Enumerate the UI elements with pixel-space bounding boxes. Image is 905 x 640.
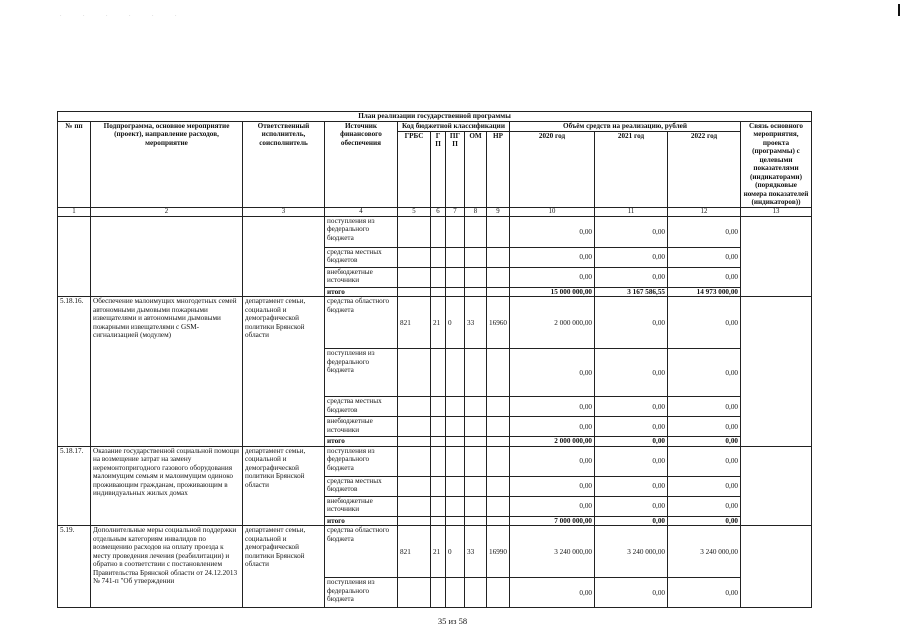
item-name: Оказание государственной социальной помощи на возмещение затрат на замену неремонтопригодного газового оборудования малоимущим семьям и малоимущим одиноко проживающим гражданам, проживающим в индивидуальных жилых домах [91, 446, 243, 525]
col-number: 9 [487, 207, 510, 216]
source-cell: поступления из федерального бюджета [325, 216, 398, 247]
source-cell: средства областного бюджета [325, 526, 398, 578]
header-pgp: ПГП [446, 131, 465, 207]
header-np: НР [487, 131, 510, 207]
header-gp: ГП [431, 131, 446, 207]
amount-2022: 0,00 [668, 297, 741, 349]
col-number: 2 [91, 207, 243, 216]
source-cell: внебюджетные источники [325, 496, 398, 516]
amount-2022: 0,00 [668, 216, 741, 247]
source-cell: средства местных бюджетов [325, 476, 398, 496]
scan-edge-mark [898, 4, 900, 16]
source-cell: средства местных бюджетов [325, 247, 398, 267]
amount-2022: 0,00 [668, 578, 741, 608]
header-code-group: Код бюджетной классификации [398, 122, 510, 132]
amount-2020: 0,00 [510, 247, 595, 267]
header-grbs: ГРБС [398, 131, 431, 207]
amount-2020: 0,00 [510, 476, 595, 496]
table-title: План реализации государственной программы [58, 112, 812, 122]
amount-2022: 3 240 000,00 [668, 526, 741, 578]
amount-2022: 0,00 [668, 247, 741, 267]
amount-2021: 0,00 [595, 397, 668, 417]
np-cell: 16990 [487, 526, 510, 578]
scan-specks: . . . . . . [60, 12, 187, 18]
amount-2020: 2 000 000,00 [510, 297, 595, 349]
source-total: итого [325, 287, 398, 296]
total-2021: 3 167 586,55 [595, 287, 668, 296]
item-responsible: департамент семьи, социальной и демографической политики Брянской области [243, 526, 325, 608]
col-number: 7 [446, 207, 465, 216]
total-2020: 7 000 000,00 [510, 516, 595, 525]
source-cell: поступления из федерального бюджета [325, 349, 398, 397]
pgp-cell: 0 [446, 526, 465, 578]
header-link: Связь основного мероприятия, проекта (программы) с целевыми показателями (индикаторами) (порядковые номера показателей (индикаторов)) [741, 122, 812, 208]
link-cell [741, 526, 812, 608]
col-number: 4 [325, 207, 398, 216]
link-cell [741, 216, 812, 296]
col-number: 5 [398, 207, 431, 216]
table-row [58, 526, 812, 578]
page-number: 35 из 58 [437, 616, 468, 626]
item-responsible: департамент семьи, социальной и демографической политики Брянской области [243, 446, 325, 525]
column-number-row [58, 207, 812, 216]
gp-cell: 21 [431, 526, 446, 578]
col-number: 12 [668, 207, 741, 216]
item-number: 5.18.16. [58, 297, 91, 446]
col-number: 1 [58, 207, 91, 216]
total-2022: 0,00 [668, 437, 741, 446]
amount-2022: 0,00 [668, 397, 741, 417]
amount-2021: 0,00 [595, 417, 668, 437]
source-cell: внебюджетные источники [325, 417, 398, 437]
item-name: Дополнительные меры социальной поддержки отдельным категориям инвалидов по возмещению расходов на оплату проезда к месту проведения лечения (реабилитации) и обратно в соответствии с постановлением Правительства Брянской области от 24.12.2013 № 741-п "Об утверждении [91, 526, 243, 608]
source-cell: средства областного бюджета [325, 297, 398, 349]
source-total: итого [325, 437, 398, 446]
amount-2020: 0,00 [510, 216, 595, 247]
item-number: 5.18.17. [58, 446, 91, 525]
amount-2021: 3 240 000,00 [595, 526, 668, 578]
total-2020: 2 000 000,00 [510, 437, 595, 446]
link-cell [741, 446, 812, 525]
responsible-cell [243, 216, 325, 296]
amount-2021: 0,00 [595, 446, 668, 476]
amount-2022: 0,00 [668, 446, 741, 476]
amount-2020: 0,00 [510, 267, 595, 287]
total-2022: 14 973 000,00 [668, 287, 741, 296]
item-number: 5.19. [58, 526, 91, 608]
amount-2022: 0,00 [668, 417, 741, 437]
col-number: 13 [741, 207, 812, 216]
amount-2020: 0,00 [510, 417, 595, 437]
amount-2021: 0,00 [595, 578, 668, 608]
source-cell: внебюджетные источники [325, 267, 398, 287]
amount-2021: 0,00 [595, 476, 668, 496]
amount-2022: 0,00 [668, 476, 741, 496]
source-total: итого [325, 516, 398, 525]
total-2020: 15 000 000,00 [510, 287, 595, 296]
amount-2021: 0,00 [595, 267, 668, 287]
om-cell: 33 [465, 526, 487, 578]
name-cell [91, 216, 243, 296]
header-2021: 2021 год [595, 131, 668, 207]
grbs-cell: 821 [398, 297, 431, 349]
amount-2022: 0,00 [668, 349, 741, 397]
header-source: Источник финансового обеспечения [325, 122, 398, 208]
table-row [58, 297, 812, 349]
amount-2022: 0,00 [668, 267, 741, 287]
header-om: ОМ [465, 131, 487, 207]
item-name: Обеспечение малоимущих многодетных семей автономными дымовыми пожарными извещателями и автономными дымовыми пожарными извещателями с GSM-сигнализацией (модулем) [91, 297, 243, 446]
table-row [58, 216, 812, 247]
header-2022: 2022 год [668, 131, 741, 207]
header-2020: 2020 год [510, 131, 595, 207]
col-number: 10 [510, 207, 595, 216]
np-cell: 16960 [487, 297, 510, 349]
num-cell [58, 216, 91, 296]
col-number: 3 [243, 207, 325, 216]
source-cell: поступления из федерального бюджета [325, 578, 398, 608]
amount-2021: 0,00 [595, 247, 668, 267]
header-num: № пп [58, 122, 91, 208]
pgp-cell: 0 [446, 297, 465, 349]
amount-2020: 0,00 [510, 578, 595, 608]
total-2021: 0,00 [595, 437, 668, 446]
col-number: 11 [595, 207, 668, 216]
amount-2021: 0,00 [595, 216, 668, 247]
gp-cell: 21 [431, 297, 446, 349]
amount-2020: 0,00 [510, 446, 595, 476]
table-row [58, 446, 812, 476]
total-2021: 0,00 [595, 516, 668, 525]
col-number: 6 [431, 207, 446, 216]
grbs-cell: 821 [398, 526, 431, 578]
source-cell: поступления из федерального бюджета [325, 446, 398, 476]
header-responsible: Ответственный исполнитель, соисполнитель [243, 122, 325, 208]
col-number: 8 [465, 207, 487, 216]
header-subprogram: Подпрограмма, основное мероприятие (проект), направление расходов, мероприятие [91, 122, 243, 208]
item-responsible: департамент семьи, социальной и демографической политики Брянской области [243, 297, 325, 446]
amount-2022: 0,00 [668, 496, 741, 516]
amount-2020: 3 240 000,00 [510, 526, 595, 578]
total-2022: 0,00 [668, 516, 741, 525]
om-cell: 33 [465, 297, 487, 349]
header-volume-group: Объём средств на реализацию, рублей [510, 122, 741, 132]
link-cell [741, 297, 812, 446]
amount-2020: 0,00 [510, 349, 595, 397]
amount-2021: 0,00 [595, 297, 668, 349]
program-plan-table [57, 111, 812, 608]
source-cell: средства местных бюджетов [325, 397, 398, 417]
amount-2020: 0,00 [510, 496, 595, 516]
amount-2020: 0,00 [510, 397, 595, 417]
amount-2021: 0,00 [595, 349, 668, 397]
amount-2021: 0,00 [595, 496, 668, 516]
